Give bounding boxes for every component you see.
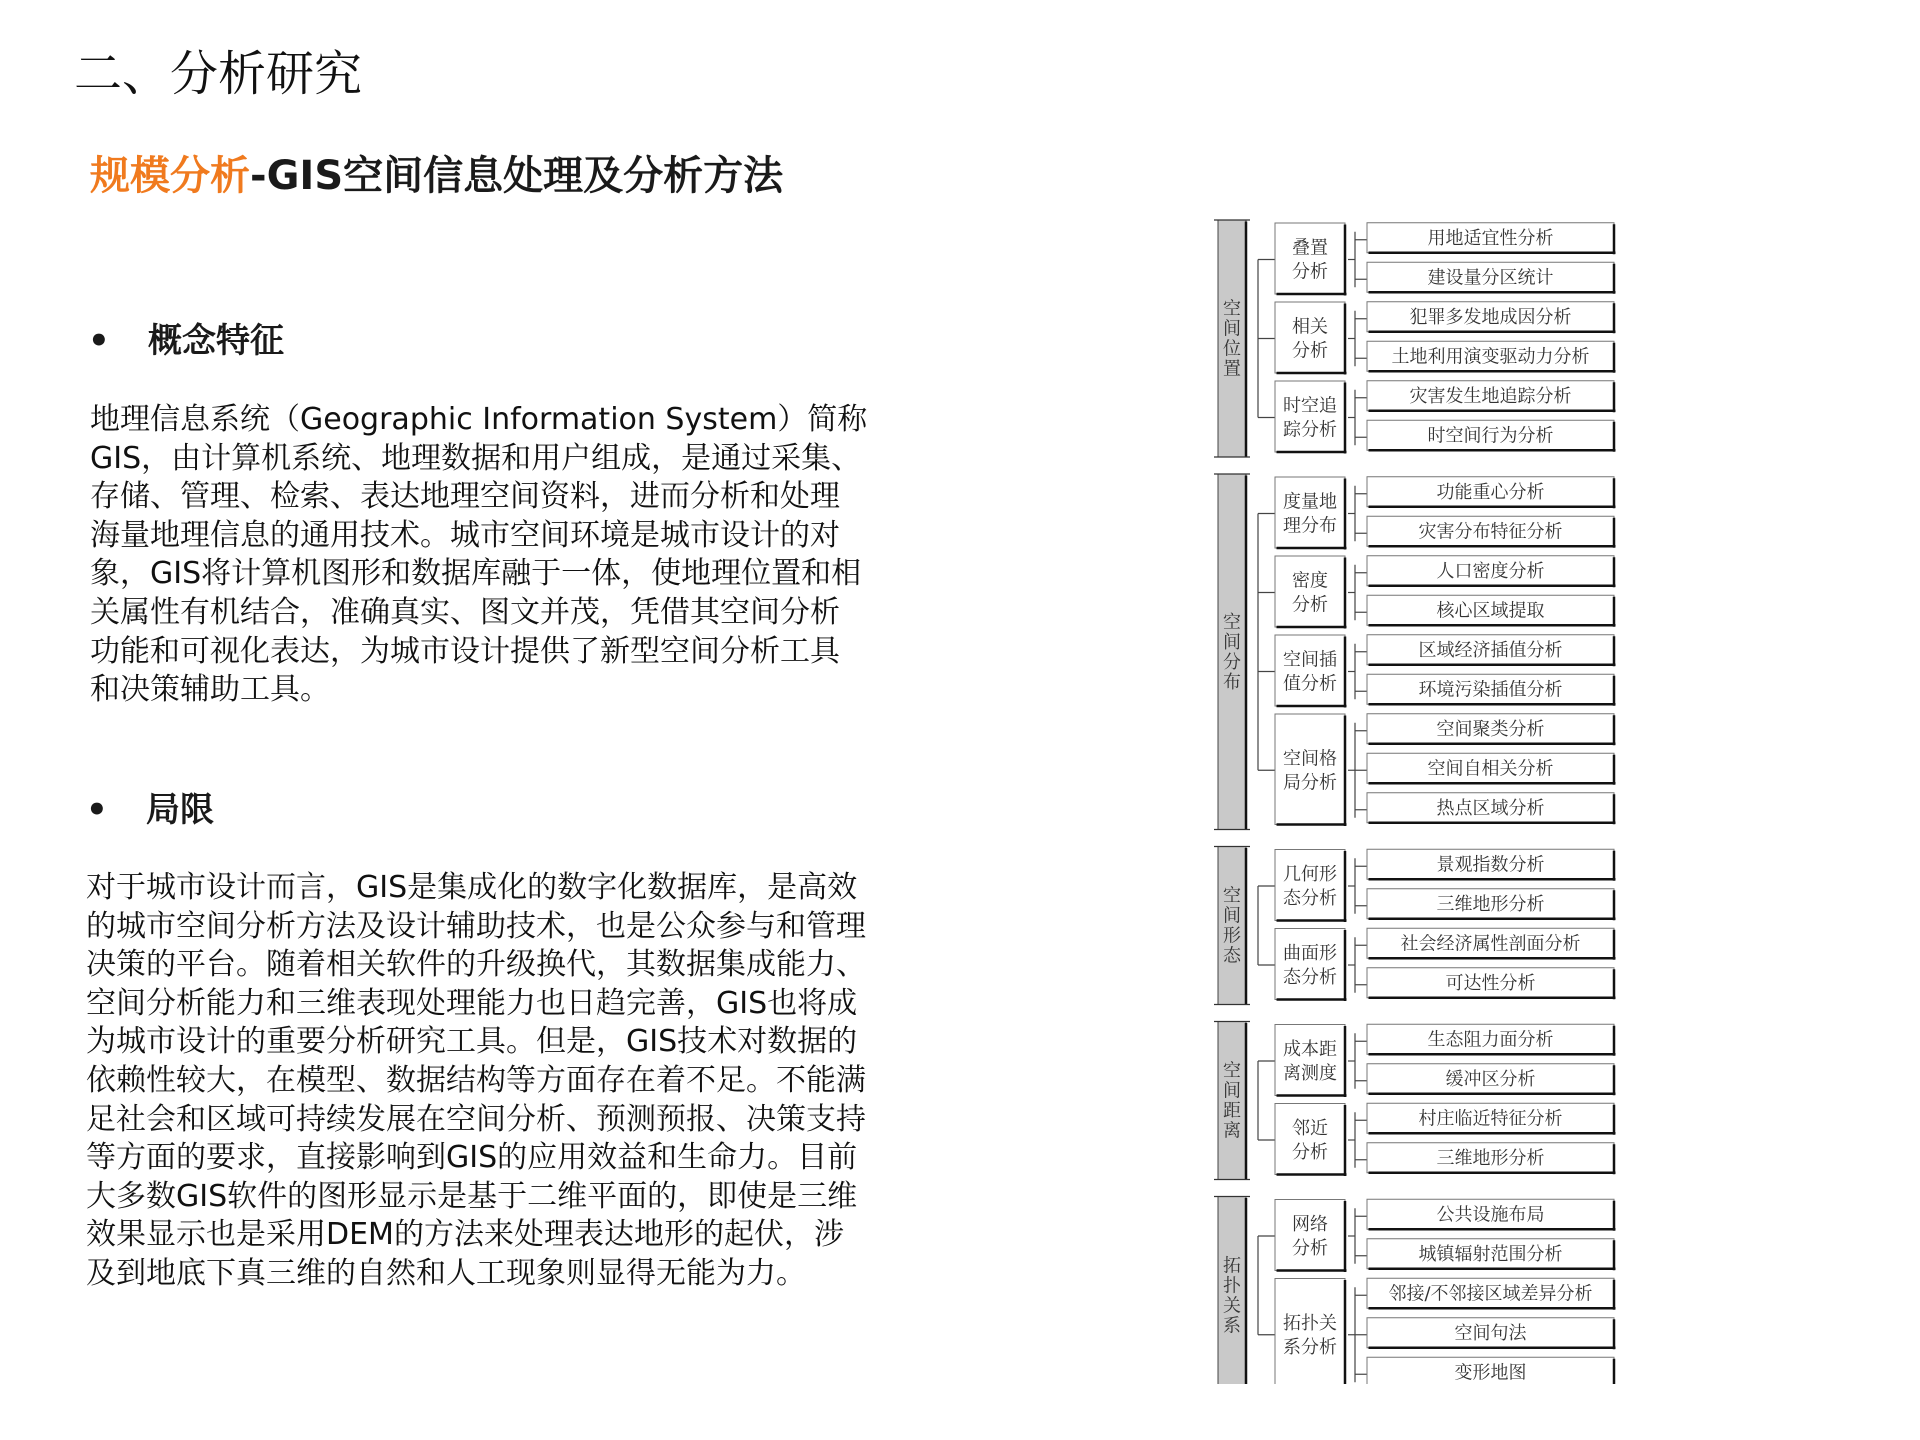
group-label-line: 度量地 xyxy=(1283,491,1337,513)
leaf-label: 空间聚类分析 xyxy=(1436,718,1545,740)
group-box xyxy=(1275,929,1347,1002)
group-box-frame xyxy=(1275,635,1345,706)
leaf-box xyxy=(1367,714,1616,746)
leaf-box xyxy=(1367,889,1616,921)
text-line: GIS，由计算机系统、地理数据和用户组成，是通过采集、 xyxy=(90,440,862,476)
category-label-char: 位 xyxy=(1223,338,1241,360)
text-line: 为城市设计的重要分析研究工具。但是，GIS技术对数据的 xyxy=(86,1024,858,1060)
category-label-char: 距 xyxy=(1223,1100,1241,1122)
concept-heading-label: 概念特征 xyxy=(148,321,284,361)
text-line: 功能和可视化表达，为城市设计提供了新型空间分析工具 xyxy=(90,633,840,669)
group-label-line: 态分析 xyxy=(1283,888,1337,909)
diagram-group xyxy=(1258,1103,1616,1176)
leaf-label: 三维地形分析 xyxy=(1436,893,1545,915)
category-label-char: 空 xyxy=(1223,611,1241,633)
group-label-line: 叠置 xyxy=(1292,237,1328,259)
leaf-label: 功能重心分析 xyxy=(1436,481,1545,503)
diagram-group xyxy=(1258,928,1616,1001)
leaf-box xyxy=(1367,1318,1616,1350)
leaf-label: 人口密度分析 xyxy=(1436,560,1545,582)
leaf-label: 变形地图 xyxy=(1454,1362,1527,1384)
diagram-group xyxy=(1258,1199,1616,1272)
group-box xyxy=(1275,223,1347,296)
category-label-char: 间 xyxy=(1223,1080,1241,1102)
limit-paragraph xyxy=(86,869,936,1294)
leaf-box xyxy=(1367,302,1616,334)
concept-paragraph xyxy=(90,401,940,710)
group-box xyxy=(1275,556,1347,629)
category-label-char: 系 xyxy=(1223,1315,1241,1337)
category-label xyxy=(1223,1061,1241,1142)
group-label-line: 理分布 xyxy=(1283,515,1337,537)
group-label-line: 值分析 xyxy=(1283,673,1337,695)
group-box-frame xyxy=(1275,1025,1345,1096)
leaf-label: 缓冲区分析 xyxy=(1445,1068,1536,1090)
leaf-label: 灾害分布特征分析 xyxy=(1418,521,1563,543)
text-line: 等方面的要求，直接影响到GIS的应用效益和生命力。目前 xyxy=(86,1140,858,1176)
text-line: 的城市空间分析方法及设计辅助技术，也是公众参与和管理 xyxy=(86,908,866,944)
leaf-label: 村庄临近特征分析 xyxy=(1418,1108,1563,1130)
group-box xyxy=(1275,381,1347,454)
leaf-box xyxy=(1367,262,1616,294)
leaf-label: 三维地形分析 xyxy=(1436,1147,1545,1169)
group-label-line: 局分析 xyxy=(1283,772,1337,794)
text-line: 依赖性较大，在模型、数据结构等方面存在着不足。不能满 xyxy=(86,1062,866,1098)
group-label-line: 拓扑关 xyxy=(1283,1312,1337,1334)
group-label-line: 离测度 xyxy=(1283,1063,1337,1084)
leaf-box xyxy=(1367,635,1616,667)
group-box-frame xyxy=(1275,223,1345,294)
category-label xyxy=(1223,886,1242,967)
limit-heading xyxy=(86,787,214,833)
leaf-label: 邻接/不邻接区域差异分析 xyxy=(1388,1283,1593,1305)
text-line: 足社会和区域可持续发展在空间分析、预测预报、决策支持 xyxy=(86,1101,866,1137)
leaf-box xyxy=(1367,1278,1616,1310)
group-box-frame xyxy=(1275,556,1345,627)
subtitle-accent: 规模分析 xyxy=(90,153,250,199)
leaf-box xyxy=(1367,849,1616,881)
group-label-line: 空间插 xyxy=(1283,649,1337,671)
leaf-label: 时空间行为分析 xyxy=(1427,425,1554,447)
group-box-frame xyxy=(1275,1200,1345,1271)
group-box xyxy=(1275,1200,1347,1273)
category-label-char: 态 xyxy=(1223,945,1241,967)
leaf-box xyxy=(1367,674,1616,706)
leaf-box xyxy=(1367,753,1616,785)
leaf-label: 用地适宜性分析 xyxy=(1427,227,1554,249)
subtitle-rest: -GIS空间信息处理及分析方法 xyxy=(250,153,784,199)
diagram-category xyxy=(1214,220,1616,457)
group-label-line: 时空追 xyxy=(1283,395,1337,417)
group-label-line: 系分析 xyxy=(1283,1336,1337,1358)
diagram-group xyxy=(1258,1278,1616,1384)
text-line: 效果显示也是采用DEM的方法来处理表达地形的起伏，涉 xyxy=(86,1217,844,1253)
diagram-group xyxy=(1258,223,1616,296)
group-box xyxy=(1275,635,1347,708)
text-line: 象，GIS将计算机图形和数据库融于一体，使地理位置和相 xyxy=(90,556,862,592)
leaf-box xyxy=(1367,968,1616,1000)
group-label-line: 成本距 xyxy=(1283,1039,1337,1060)
diagram-group xyxy=(1258,477,1616,550)
leaf-label: 空间句法 xyxy=(1454,1322,1527,1344)
group-box xyxy=(1275,1025,1347,1098)
leaf-label: 核心区域提取 xyxy=(1436,600,1545,622)
category-label-char: 置 xyxy=(1223,358,1241,380)
group-box xyxy=(1275,477,1347,550)
diagram-group xyxy=(1258,849,1616,922)
group-label-line: 态分析 xyxy=(1283,967,1337,988)
text-line: 空间分析能力和三维表现处理能力也日趋完善，GIS也将成 xyxy=(86,985,858,1021)
category-label-char: 间 xyxy=(1223,905,1241,927)
category-label-char: 间 xyxy=(1223,318,1241,340)
leaf-box xyxy=(1367,1239,1616,1271)
diagram-category xyxy=(1214,847,1616,1005)
category-label-char: 关 xyxy=(1223,1295,1241,1317)
limit-heading-label: 局限 xyxy=(146,790,214,830)
category-label-char: 空 xyxy=(1223,1060,1241,1082)
text-line: 及到地底下真三维的自然和人工现象则显得无能为力。 xyxy=(86,1255,806,1291)
leaf-box xyxy=(1367,516,1616,548)
diagram-group xyxy=(1258,381,1616,454)
diagram-group xyxy=(1258,714,1616,826)
leaf-box xyxy=(1367,1064,1616,1096)
leaf-box xyxy=(1367,381,1616,413)
leaf-box xyxy=(1367,223,1616,255)
text-line: 地理信息系统（Geographic Information System）简称 xyxy=(90,402,868,437)
group-label-line: 密度 xyxy=(1292,570,1328,592)
leaf-label: 公共设施布局 xyxy=(1436,1204,1545,1226)
text-line: 大多数GIS软件的图形显示是基于二维平面的，即使是三维 xyxy=(86,1178,858,1214)
leaf-box xyxy=(1367,420,1616,452)
category-label-char: 空 xyxy=(1223,885,1241,907)
category-label-char: 布 xyxy=(1223,671,1241,693)
group-box-frame xyxy=(1275,850,1345,921)
group-box-frame xyxy=(1275,477,1345,548)
bullet-icon: • xyxy=(88,321,110,361)
category-label-char: 空 xyxy=(1223,298,1241,320)
category-label-char: 形 xyxy=(1223,925,1241,947)
category-label xyxy=(1223,299,1241,380)
leaf-label: 区域经济插值分析 xyxy=(1418,639,1563,661)
group-box-frame xyxy=(1275,929,1345,1000)
group-label-line: 邻近 xyxy=(1292,1118,1328,1139)
text-line: 决策的平台。随着相关软件的升级换代，其数据集成能力、 xyxy=(86,947,866,983)
leaf-label: 环境污染插值分析 xyxy=(1418,679,1563,701)
category-label-char: 间 xyxy=(1223,631,1241,653)
group-label-line: 几何形 xyxy=(1283,864,1337,885)
diagram-group xyxy=(1258,556,1616,629)
leaf-box xyxy=(1367,1357,1616,1384)
group-label-line: 相关 xyxy=(1292,316,1328,338)
category-label-char: 扑 xyxy=(1223,1275,1241,1297)
diagram-category xyxy=(1214,1022,1616,1180)
group-box xyxy=(1275,1104,1347,1177)
leaf-label: 景观指数分析 xyxy=(1436,854,1545,876)
group-box-frame xyxy=(1275,302,1345,373)
leaf-box xyxy=(1367,341,1616,373)
group-box-frame xyxy=(1275,714,1345,825)
category-label-char: 分 xyxy=(1223,651,1241,673)
leaf-label: 城镇辐射范围分析 xyxy=(1418,1243,1563,1265)
category-label xyxy=(1223,1255,1241,1336)
diagram-category xyxy=(1214,1197,1616,1385)
group-label-line: 空间格 xyxy=(1283,748,1337,770)
group-label-line: 分析 xyxy=(1292,261,1328,283)
leaf-label: 热点区域分析 xyxy=(1436,797,1545,819)
page-subtitle xyxy=(90,148,783,204)
text-line: 对于城市设计而言，GIS是集成化的数字化数据库，是高效 xyxy=(86,870,858,905)
leaf-label: 犯罪多发地成因分析 xyxy=(1409,306,1572,328)
bullet-icon: • xyxy=(86,790,108,830)
group-box xyxy=(1275,714,1347,826)
group-label-line: 分析 xyxy=(1292,1238,1328,1259)
leaf-label: 生态阻力面分析 xyxy=(1427,1029,1554,1051)
diagram-category xyxy=(1214,474,1616,830)
leaf-label: 土地利用演变驱动力分析 xyxy=(1391,346,1590,368)
group-label-line: 网络 xyxy=(1292,1214,1328,1235)
group-label-line: 分析 xyxy=(1292,1142,1328,1163)
leaf-box xyxy=(1367,793,1616,825)
group-label-line: 踪分析 xyxy=(1283,419,1337,441)
category-label-char: 拓 xyxy=(1223,1255,1241,1277)
group-label-line: 分析 xyxy=(1292,594,1328,616)
group-box-frame xyxy=(1275,1104,1345,1175)
text-line: 和决策辅助工具。 xyxy=(90,672,330,708)
group-label-line: 曲面形 xyxy=(1283,943,1337,964)
diagram-group xyxy=(1258,635,1616,708)
category-label xyxy=(1223,612,1241,693)
leaf-box xyxy=(1367,595,1616,627)
diagram-group xyxy=(1258,302,1616,375)
group-box-frame xyxy=(1275,381,1345,452)
concept-heading xyxy=(88,318,284,364)
group-box xyxy=(1275,302,1347,375)
leaf-label: 社会经济属性剖面分析 xyxy=(1400,933,1581,955)
leaf-label: 可达性分析 xyxy=(1445,972,1536,994)
leaf-box xyxy=(1367,928,1616,960)
category-label-char: 离 xyxy=(1223,1120,1241,1142)
leaf-box xyxy=(1367,556,1616,588)
text-line: 关属性有机结合，准确真实、图文并茂，凭借其空间分析 xyxy=(90,594,840,630)
leaf-box xyxy=(1367,477,1616,509)
leaf-label: 建设量分区统计 xyxy=(1427,267,1554,289)
leaf-box xyxy=(1367,1024,1616,1056)
text-line: 存储、管理、检索、表达地理空间资料，进而分析和处理 xyxy=(90,479,840,515)
leaf-label: 空间自相关分析 xyxy=(1427,758,1554,780)
text-line: 海量地理信息的通用技术。城市空间环境是城市设计的对 xyxy=(90,517,840,553)
leaf-box xyxy=(1367,1103,1616,1135)
leaf-label: 灾害发生地追踪分析 xyxy=(1409,385,1572,407)
group-box xyxy=(1275,850,1347,923)
section-heading: 二、分析研究 xyxy=(74,46,363,102)
leaf-box xyxy=(1367,1199,1616,1231)
gis-method-tree-diagram xyxy=(1210,214,1630,1384)
leaf-box xyxy=(1367,1143,1616,1175)
diagram-group xyxy=(1258,1024,1616,1097)
group-label-line: 分析 xyxy=(1292,340,1328,362)
